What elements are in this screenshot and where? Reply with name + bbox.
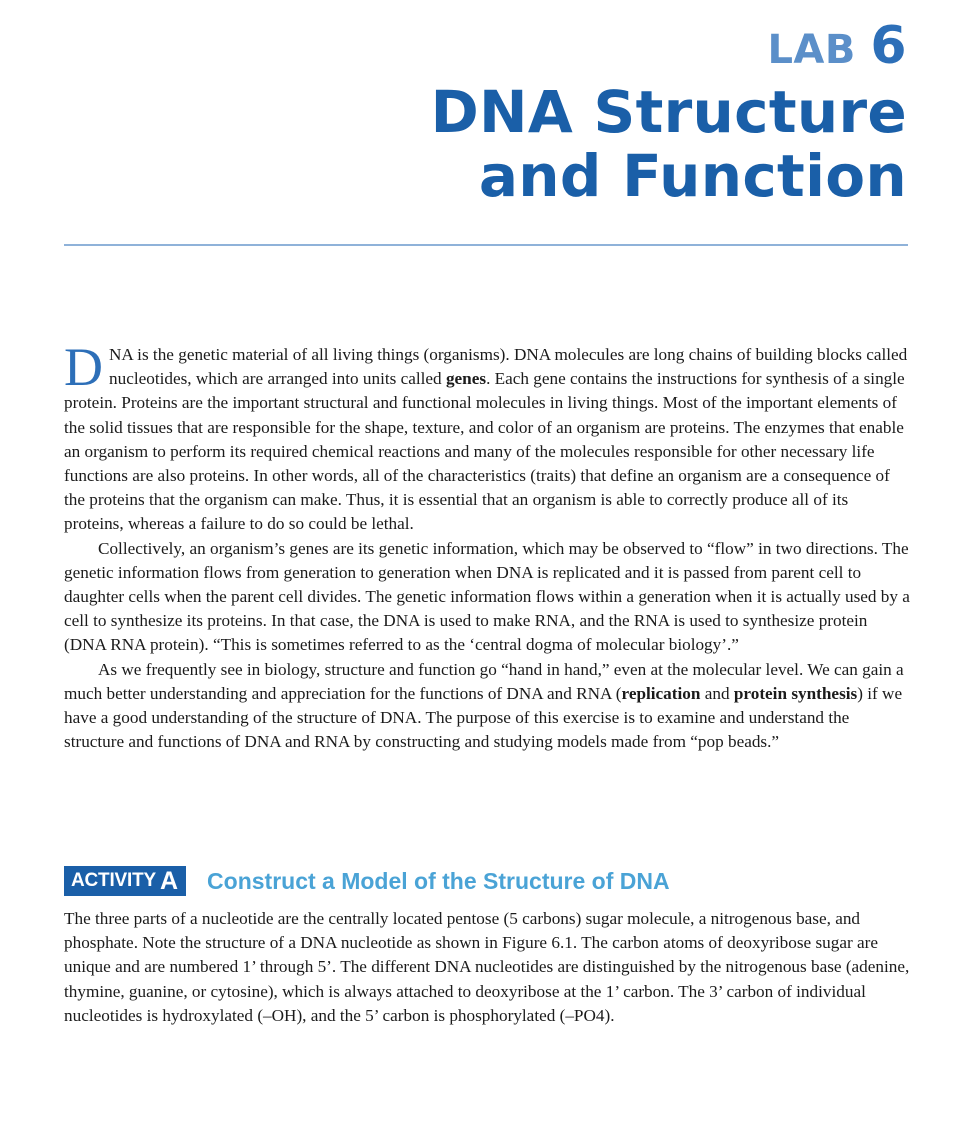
term-protein-synthesis: protein synthesis	[733, 683, 858, 703]
activity-section	[64, 907, 910, 1028]
lab-word: LAB	[767, 27, 856, 73]
intro-paragraph-3	[64, 658, 910, 755]
chapter-title-line-1: DNA Structure	[430, 78, 907, 146]
activity-paragraph: The three parts of a nucleotide are the centrally located pentose (5 carbons) sugar molecule, a nitrogenous base, and phosphate. Note the structure of a DNA nucleotide as shown in Figure 6.1. The carbon atoms of deoxyribose sugar are unique and are numbered 1’ through 5’. The different DNA nucleotides are distinguished by the nitrogenous base (adenine, thymine, guanine, or cytosine), which is always attached to deoxyribose at the 1’ carbon. The 3’ carbon of individual nucleotides is hydroxylated (–OH), and the 5’ carbon is phosphorylated (–PO4).	[64, 909, 910, 1025]
intro-section	[64, 337, 910, 754]
intro-p1-text-a: NA is the genetic material of all living things (organisms). DNA molecules are long chains of building blocks called nucleotides, which are arranged into units called	[109, 345, 908, 389]
intro-paragraph-1	[64, 337, 910, 537]
lab-label	[431, 18, 907, 78]
header-divider	[64, 244, 908, 246]
intro-p1-text-b: . Each gene contains the instructions for synthesis of a single protein. Proteins are the important structural and functional molecules in living things. Most of the important elements of the solid tissues that are responsible for the shape, texture, and color of an organism are proteins. The enzymes that enable an organism to perform its required chemical reactions and many of the molecules responsible for other necessary life functions are also proteins. In other words, all of the characteristics (traits) that define an organism are a consequence of the proteins that the organism can make. Thus, it is essential that an organism is able to correctly produce all of its proteins, whereas a failure to do so could be lethal.	[64, 369, 905, 534]
chapter-header	[431, 18, 907, 208]
intro-paragraph-2: Collectively, an organism’s genes are its genetic information, which may be observed to “flow” in two directions. The genetic information flows from generation to generation when DNA is replicated and it is passed from parent cell to daughter cells when the parent cell divides. The genetic information flows within a generation when it is actually used by a cell to synthesize its proteins. In that case, the DNA is used to make RNA, and the RNA is used to synthesize protein (DNA RNA protein). “This is sometimes referred to as the ‘central dogma of molecular biology’.”	[64, 538, 910, 655]
term-genes: genes	[445, 369, 487, 389]
activity-badge-letter: A	[159, 866, 179, 895]
intro-p3-text-b: ) if we have a good understanding of the structure of DNA. The purpose of this exercise is to examine and understand the structure and functions of DNA and RNA by constructing and studying models made from “pop beads.”	[64, 683, 903, 752]
term-replication: replication	[621, 683, 701, 703]
drop-cap: D	[64, 337, 103, 397]
chapter-title-line-2: and Function	[478, 142, 907, 210]
activity-title: Construct a Model of the Structure of DNA	[207, 867, 670, 894]
activity-heading	[64, 866, 670, 896]
lab-number: 6	[870, 16, 907, 76]
intro-p3-text-mid: and	[700, 683, 734, 703]
intro-p3-text-a: As we frequently see in biology, structure and function go “hand in hand,” even at the molecular level. We can gain a much better understanding and appreciation for the functions of DNA and RNA (	[64, 659, 904, 703]
activity-badge-word: ACTIVITY	[71, 870, 156, 891]
activity-badge	[64, 866, 186, 896]
chapter-title	[431, 80, 907, 208]
